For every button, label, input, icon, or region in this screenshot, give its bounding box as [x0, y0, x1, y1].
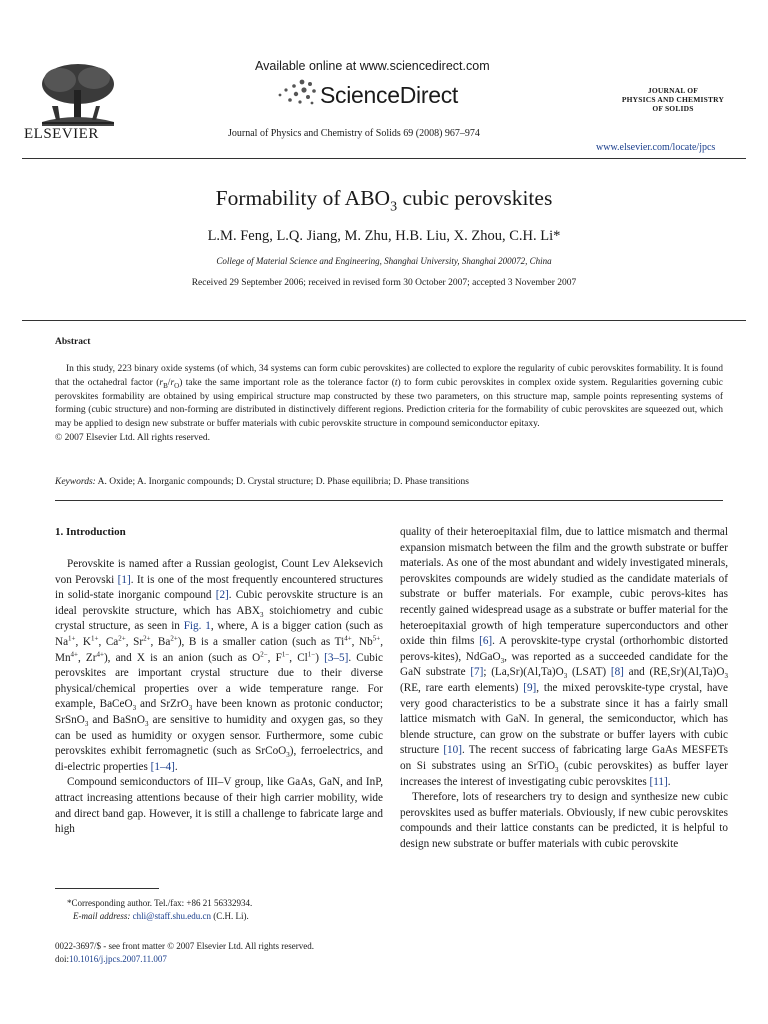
journal-name	[600, 86, 746, 113]
journal-url-link[interactable]: www.elsevier.com/locate/jpcs	[596, 142, 716, 153]
citation-link[interactable]: [11]	[649, 775, 668, 788]
title-text: Formability of ABO	[215, 186, 391, 210]
figure-link[interactable]: Fig. 1	[183, 620, 211, 633]
journal-name-line: OF SOLIDS	[652, 104, 694, 113]
corresponding-footnote	[55, 897, 252, 923]
publisher-name: ELSEVIER	[24, 126, 99, 142]
paragraph: quality of their heteroepitaxial film, due to lattice mismatch and thermal expansion mismatch between the film and the growth substrate or buffer materials. As one of the most abundant and widely investigated minerals, perovskites compounds are widely studied as the candidate materials of substrate or buffer materials. For example, cubic perovs-kites has recently gained widespread usage as a substrate or buffer material for the heteroepitaxial growth of high temperature superconductors and other oxide thin films [6]. A perovskite-type crystal (orthorhombic distorted perovs-kites), NdGaO$_3$, was reported as a succeeded candidate for the GaN substrate [7]; $(La,Sr)(Al,Ta)O_3$ (LSAT) [8] and $(RE,Sr)(Al,Ta)O_3$ (RE, rare earth elements) [9], the mixed perovskite-type crystal, have very good characteristics to be a substrate since it has a fairly small lattice mismatch with GaN. In general, the semiconductor, which has blende structure, can grow on the substrate or buffer layers with cubic structure [10]. The recent success of fabricating large GaAs MESFETs on Si substrates using an SrTiO$_3$ (cubic perovskites) as buffer layer increases the interest of investigating cubic perovskites [11].	[400, 526, 729, 788]
title-divider	[22, 320, 746, 321]
author-list	[0, 228, 768, 245]
left-column	[55, 557, 383, 838]
email-label: E-mail address:	[73, 911, 131, 921]
citation-link[interactable]: [1–4]	[150, 760, 175, 773]
authors-text: L.M. Feng, L.Q. Jiang, M. Zhu, H.B. Liu, X. Zhou, C.H. Li	[207, 228, 554, 244]
footnote-divider	[55, 888, 159, 889]
citation-link[interactable]: [10]	[443, 744, 462, 757]
journal-citation: Journal of Physics and Chemistry of Solids 69 (2008) 967–974	[228, 128, 480, 139]
received-dates: Received 29 September 2006; received in revised form 30 October 2007; accepted 3 November 2007	[191, 278, 577, 288]
paragraph: Compound semiconductors of III–V group, like GaAs, GaN, and InP, attract increasing attentions because of their high carrier mobility, wide and direct band gap. However, it is still a challenge to fabricate large and high	[55, 776, 383, 836]
paragraph: Perovskite is named after a Russian geologist, Count Lev Aleksevich von Perovski [1]. It is one of the most frequently encountered structures in solid-state inorganic compound [2]. Cubic perovskite structure is an ideal perovskite structure, which has $ABX_3$ stoichiometry and cubic crystal structure, as seen in Fig. 1, where, A is a bigger cation (such as $Na^{1+}$, $K^{1+}$, $Ca^{2+}$, $Sr^{2+}$, $Ba^{2+}$), B is a smaller cation (such as $Ti^{4+}$, $Nb^{5+}$, $Mn^{4+}$, $Zr^{4+}$), and X is an anion (such as $O^{2-}$, $F^{1-}$, $Cl^{1-}$) [3–5]. Cubic perovskites are important crystal structure due to their diverse physical/chemical properties over a wide temperature range. For example, BaCeO$_3$ and SrZrO$_3$ have been known as protonic conductor; SrSnO$_3$ and BaSnO$_3$ are sensitive to humidity and oxygen gas, so they can be used as humidity or oxygen sensor. Furthermore, some cubic perovskites exhibit ferromagnetic (such as SrCoO$_3$), ferroelectrics, and di-electric properties [1–4].	[55, 558, 384, 773]
journal-name-line: PHYSICS AND CHEMISTRY	[621, 95, 725, 104]
abstract-heading: Abstract	[55, 337, 91, 347]
paragraph: Therefore, lots of researchers try to design and synthesize new cubic perovskites used as buffer materials. Obviously, if new cubic perovskites compounds and their lattice constants can be predicted, it is helpful to design new substrate or buffer materials with cubic perovskite	[400, 791, 728, 850]
article-title	[0, 186, 768, 215]
citation-link[interactable]: [9]	[523, 681, 537, 694]
header-divider	[22, 158, 746, 159]
corresponding-author: *Corresponding author. Tel./fax: +86 21 56332934.	[67, 898, 253, 908]
doi-link[interactable]: 10.1016/j.jpcs.2007.11.007	[69, 954, 167, 964]
email-name: (C.H. Li).	[211, 911, 249, 921]
keywords	[55, 477, 723, 487]
journal-name-line: JOURNAL OF	[647, 86, 699, 95]
available-online-text: Available online at www.sciencedirect.com	[255, 59, 490, 73]
email-line	[55, 910, 252, 923]
keywords-text: A. Oxide; A. Inorganic compounds; D. Crystal structure; D. Phase equilibria; D. Phase transitions	[95, 477, 469, 487]
citation-link[interactable]: [6]	[479, 635, 493, 648]
affiliation: College of Material Science and Engineering, Shanghai University, Shanghai 200072, China	[216, 256, 552, 266]
citation-link[interactable]: [2]	[215, 589, 229, 602]
citation-link[interactable]: [7]	[470, 666, 484, 679]
corresponding-mark: *	[553, 228, 561, 244]
doi-label: doi:	[55, 954, 70, 964]
abstract-copyright: © 2007 Elsevier Ltd. All rights reserved.	[55, 432, 210, 443]
citation-link[interactable]: [8]	[610, 666, 624, 679]
sciencedirect-dots-icon	[272, 78, 320, 108]
front-matter	[55, 940, 314, 966]
sciencedirect-wordmark: ScienceDirect	[320, 82, 458, 108]
doi-line	[55, 953, 314, 966]
section-heading: 1. Introduction	[55, 526, 126, 538]
right-column	[400, 525, 728, 852]
citation-link[interactable]: [1]	[117, 573, 131, 586]
title-subscript: 3	[390, 199, 398, 215]
issn-line: 0022-3697/$ - see front matter © 2007 Elsevier Ltd. All rights reserved.	[55, 941, 315, 951]
abstract-divider	[55, 500, 723, 501]
citation-link[interactable]: [3–5]	[324, 651, 349, 664]
keywords-label: Keywords:	[55, 477, 96, 487]
email-link[interactable]: chli@staff.shu.edu.cn	[132, 911, 212, 921]
title-text: cubic perovskites	[397, 186, 553, 210]
abstract-body: In this study, 223 binary oxide systems (of which, 34 systems can form cubic perovskites) are collected to explore the regularity of cubic perovskites formability. It is found that the octahedral factor $(r_B/r_O)$ take the same important role as the tolerance factor (t) to form cubic perovskites in complex oxide system. Regularities governing cubic perovskites formability are obtained by using empirical structure map constructed by these two parameters, on this structure map, sample points representing systems of forming (cubic structure) and non-forming are distributed in distinctively different regions. Prediction criteria for the formability of cubic perovskites are squeezed out, which may be applied to design new substrate or buffer materials with cubic perovskite structure in compound semiconductor epitaxy. © 2007 Elsevier Ltd. All rights reserved.	[55, 364, 723, 443]
